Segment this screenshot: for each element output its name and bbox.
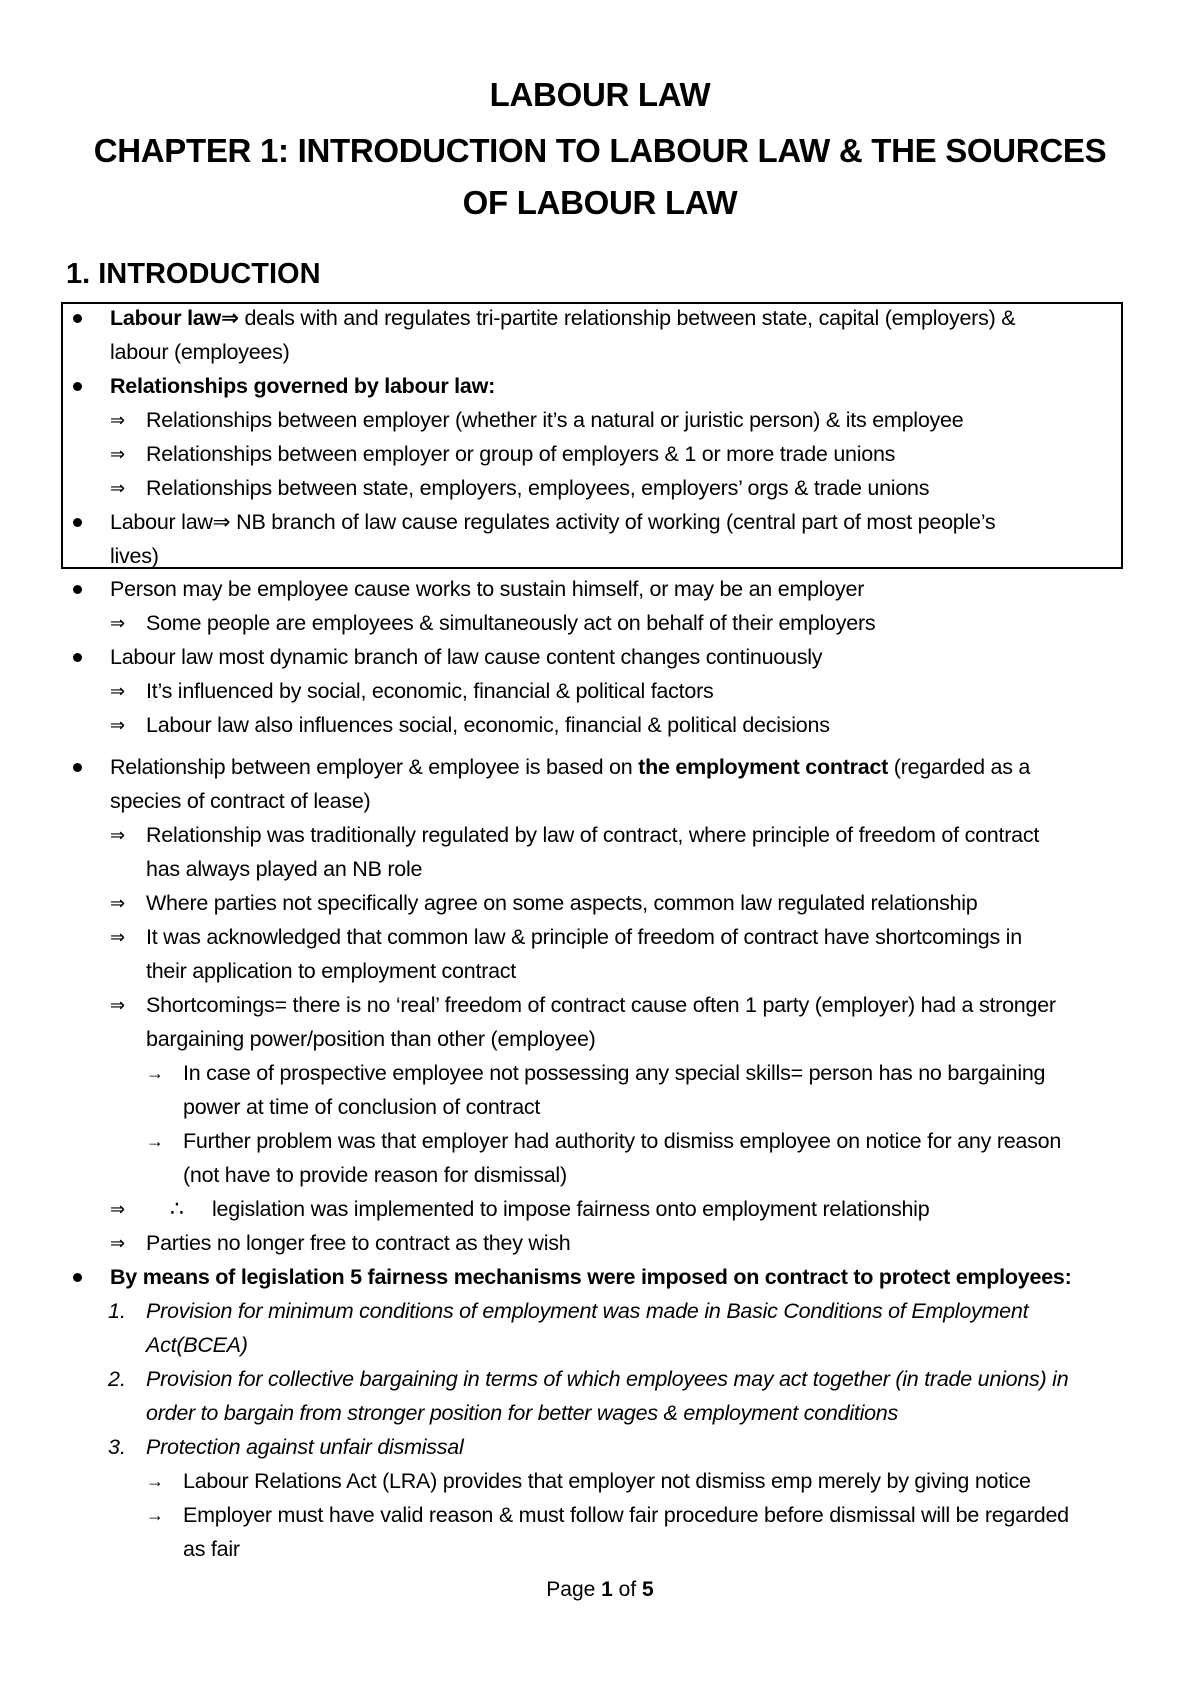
chapter-title-line-1: CHAPTER 1: INTRODUCTION TO LABOUR LAW & THE SOURCES [93, 132, 1107, 169]
list-item [110, 509, 995, 535]
sub-item: Relationships between state, employers, employees, employers’ orgs & trade unions [146, 476, 930, 500]
bullet-dot [73, 382, 82, 391]
sub-item: Relationships between employer or group of employers & 1 or more trade unions [146, 442, 896, 466]
footer-text: of [612, 1578, 643, 1601]
bold-term: Labour law⇒ [110, 306, 239, 330]
sub-sub-item: Employer must have valid reason & must follow fair procedure before dismissal will be regarded [183, 1503, 1069, 1527]
numbered-item-continued: Act(BCEA) [146, 1333, 248, 1357]
arrow-icon: → [146, 1471, 164, 1491]
arrow-icon: → [146, 1063, 164, 1083]
list-number: 1. [108, 1299, 126, 1323]
double-arrow-icon: ⇒ [110, 410, 126, 430]
double-arrow-icon: ⇒ [110, 613, 126, 633]
list-item [110, 305, 1015, 331]
double-arrow-icon: ⇒ [110, 1199, 126, 1219]
bold-term: the employment contract [638, 755, 889, 779]
document-title: LABOUR LAW [489, 76, 711, 113]
page-number: 1 [601, 1578, 613, 1601]
bullet-dot [73, 653, 82, 662]
list-item: Labour law most dynamic branch of law cause content changes continuously [110, 645, 823, 669]
bullet-dot [73, 518, 82, 527]
sub-sub-item-continued: as fair [183, 1537, 240, 1561]
list-item-continued: lives) [110, 544, 159, 568]
list-item-continued: species of contract of lease) [110, 789, 371, 813]
numbered-item: Provision for collective bargaining in terms of which employees may act together (in trade unions) in [146, 1367, 1069, 1391]
sub-sub-item: In case of prospective employee not possessing any special skills= person has no bargaining [183, 1061, 1046, 1085]
item-text: NB branch of law cause regulates activity of working (central part of most people’s [236, 510, 996, 534]
item-text: Relationship between employer & employee is based on [110, 755, 639, 779]
arrow-icon: → [146, 1131, 164, 1151]
double-arrow-icon: ⇒ [110, 1233, 126, 1253]
sub-item-continued: has always played an NB role [146, 857, 423, 881]
double-arrow-icon: ⇒ [110, 444, 126, 464]
item-text: (regarded as a [888, 755, 1031, 779]
sub-item: Some people are employees & simultaneously act on behalf of their employers [146, 611, 876, 635]
list-item: Person may be employee cause works to sustain himself, or may be an employer [110, 577, 865, 601]
list-item [110, 754, 1030, 780]
list-item: Relationships governed by labour law: [110, 374, 495, 398]
sub-item: Shortcomings= there is no ‘real’ freedom of contract cause often 1 party (employer) had a stronger [146, 993, 1056, 1017]
bullet-dot [73, 314, 82, 323]
double-arrow-icon: ⇒ [110, 715, 126, 735]
therefore-icon: ∴ [170, 1196, 184, 1221]
sub-sub-item: Further problem was that employer had authority to dismiss employee on notice for any reason [183, 1129, 1062, 1153]
sub-item: Parties no longer free to contract as they wish [146, 1231, 571, 1255]
sub-item-continued: their application to employment contract [146, 959, 517, 983]
sub-sub-item-continued: (not have to provide reason for dismissal) [183, 1163, 567, 1187]
list-number: 3. [108, 1435, 126, 1459]
sub-item: Labour law also influences social, economic, financial & political decisions [146, 713, 830, 737]
chapter-title-line-2: OF LABOUR LAW [462, 184, 738, 221]
double-arrow-icon: ⇒ [110, 927, 126, 947]
sub-sub-item-continued: power at time of conclusion of contract [183, 1095, 541, 1119]
sub-sub-item: Labour Relations Act (LRA) provides that employer not dismiss emp merely by giving notice [183, 1469, 1031, 1493]
double-arrow-icon: ⇒ [110, 681, 126, 701]
sub-item: Relationship was traditionally regulated by law of contract, where principle of freedom of contract [146, 823, 1040, 847]
bullet-dot [73, 763, 82, 772]
item-text: Labour law⇒ [110, 510, 237, 534]
double-arrow-icon: ⇒ [110, 825, 126, 845]
footer-text: Page [546, 1578, 602, 1601]
page-total: 5 [642, 1578, 654, 1601]
list-number: 2. [108, 1367, 126, 1391]
double-arrow-icon: ⇒ [110, 478, 126, 498]
numbered-item-continued: order to bargain from stronger position for better wages & employment conditions [146, 1401, 899, 1425]
numbered-item: Provision for minimum conditions of employment was made in Basic Conditions of Employment [146, 1299, 1029, 1323]
sub-item: Relationships between employer (whether it’s a natural or juristic person) & its employee [146, 408, 964, 432]
list-item: By means of legislation 5 fairness mechanisms were imposed on contract to protect employees: [110, 1265, 1072, 1289]
double-arrow-icon: ⇒ [110, 995, 126, 1015]
list-item-continued: labour (employees) [110, 340, 290, 364]
sub-item-continued: bargaining power/position than other (employee) [146, 1027, 596, 1051]
sub-item: It’s influenced by social, economic, financial & political factors [146, 679, 714, 703]
bullet-dot [73, 585, 82, 594]
sub-item: Where parties not specifically agree on some aspects, common law regulated relationship [146, 891, 978, 915]
bullet-dot [73, 1273, 82, 1282]
page-footer [0, 1578, 1200, 1602]
item-text: deals with and regulates tri-partite relationship between state, capital (employers) & [238, 306, 1016, 330]
numbered-item: Protection against unfair dismissal [146, 1435, 464, 1459]
sub-item: legislation was implemented to impose fairness onto employment relationship [212, 1197, 930, 1221]
section-heading: 1. INTRODUCTION [66, 258, 321, 290]
arrow-icon: → [146, 1505, 164, 1525]
double-arrow-icon: ⇒ [110, 893, 126, 913]
sub-item: It was acknowledged that common law & principle of freedom of contract have shortcomings in [146, 925, 1022, 949]
